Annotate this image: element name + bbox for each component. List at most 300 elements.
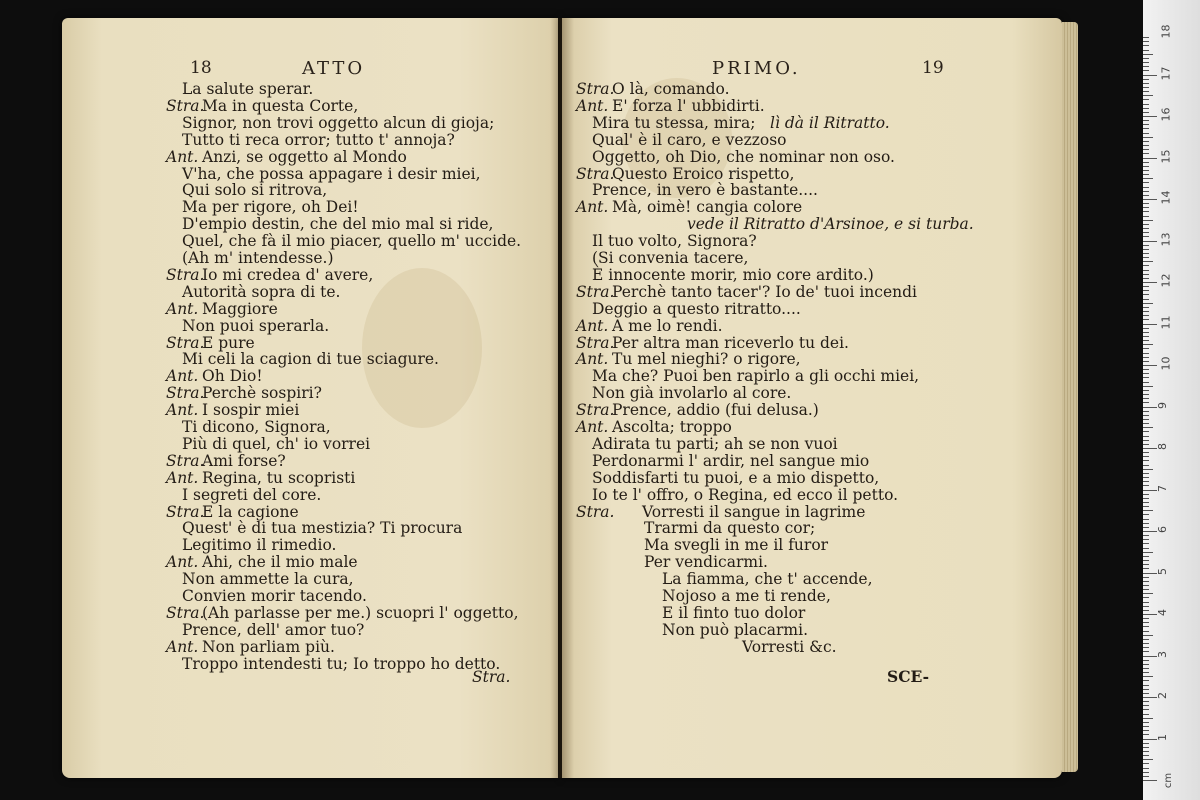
ruler-tick (1143, 191, 1149, 192)
text-line: (Si convenia tacere, (592, 249, 749, 267)
text-line: Perchè sospiri? (202, 384, 322, 403)
ruler-tick (1143, 382, 1149, 383)
text-line: Vorresti il sangue in lagrime (642, 502, 866, 521)
ruler-tick (1143, 481, 1149, 482)
ruler-tick (1143, 709, 1149, 710)
speaker-label: Stra. (166, 603, 205, 622)
ruler-tick (1143, 685, 1149, 686)
text-line: Ma che? Puoi ben rapirlo a gli occhi miei, (592, 367, 920, 386)
text-line: I segreti del core. (182, 485, 322, 504)
text-line: Adirata tu parti; ah se non vuoi (592, 434, 838, 453)
ruler-tick (1143, 597, 1149, 598)
text-line: Trarmi da questo cor; (644, 519, 816, 538)
ruler-tick (1143, 50, 1149, 51)
ruler-tick (1143, 394, 1149, 395)
text-line: Vorresti &c. (742, 637, 837, 656)
ruler-tick (1143, 548, 1149, 549)
right-page-number: 19 (922, 58, 944, 78)
text-line: Autorità sopra di te. (182, 282, 341, 301)
text-line: (Ah parlasse per me.) scuopri l' oggetto, (202, 603, 519, 622)
ruler-tick (1143, 311, 1149, 312)
ruler-tick (1143, 41, 1149, 42)
text-line: Tutto ti reca orror; tutto t' annoja? (182, 130, 455, 149)
ruler-tick (1143, 45, 1149, 46)
text-line: Prence, in vero è bastante.... (592, 181, 818, 200)
ruler-tick (1143, 668, 1149, 669)
page-edges (1062, 22, 1078, 772)
ruler-tick (1143, 303, 1153, 304)
ruler-tick (1143, 83, 1149, 84)
ruler-number: 5 (1156, 567, 1169, 575)
text-line: La fiamma, che t' accende, (662, 570, 873, 589)
ruler-number: 15 (1159, 149, 1173, 163)
speaker-label: Stra. (166, 502, 205, 521)
ruler-tick (1143, 448, 1157, 449)
ruler-number: 16 (1159, 107, 1173, 122)
ruler-tick (1143, 436, 1149, 437)
ruler-tick (1143, 718, 1153, 719)
ruler-tick (1143, 108, 1149, 109)
text-line: Non ammette la cura, (182, 570, 354, 589)
ruler-tick (1143, 128, 1149, 129)
ruler-tick (1143, 593, 1153, 594)
ruler-tick (1143, 178, 1153, 179)
speaker-label: Stra. (576, 333, 615, 352)
ruler-tick (1143, 187, 1149, 188)
ruler-unit: cm (1163, 772, 1175, 789)
text-line: Io mi credea d' avere, (202, 265, 374, 284)
ruler-tick (1143, 751, 1149, 752)
ruler-tick (1143, 353, 1149, 354)
ruler-tick (1143, 228, 1149, 229)
ruler-tick (1143, 465, 1149, 466)
ruler-tick (1143, 585, 1149, 586)
ruler-number: 10 (1159, 356, 1173, 371)
text-line: Il tuo volto, Signora? (592, 232, 757, 251)
speaker-label: Stra. (576, 282, 615, 301)
ruler-tick (1143, 743, 1149, 744)
ruler-tick (1143, 635, 1153, 636)
ruler-tick (1143, 207, 1149, 208)
text-line: E il finto tuo dolor (662, 603, 806, 622)
ruler-number: 18 (1159, 24, 1173, 39)
ruler-tick (1143, 170, 1149, 171)
text-line: È innocente morir, mio core ardito.) (592, 265, 874, 284)
ruler-tick (1143, 224, 1149, 225)
ruler-tick (1143, 124, 1149, 125)
ruler-tick (1143, 54, 1153, 55)
ruler-tick (1143, 747, 1149, 748)
ruler-tick (1143, 95, 1153, 96)
ruler-tick (1143, 452, 1149, 453)
ruler-tick (1143, 386, 1153, 387)
ruler-tick (1143, 357, 1149, 358)
ruler-tick (1143, 116, 1157, 117)
ruler-tick (1143, 265, 1149, 266)
ruler-tick (1143, 182, 1149, 183)
ruler-tick (1143, 772, 1149, 773)
ruler-tick (1143, 319, 1149, 320)
ruler-tick (1143, 506, 1149, 507)
ruler-tick (1143, 274, 1149, 275)
right-running-head: PRIMO. (712, 58, 801, 79)
text-line: Mà, oimè! cangia colore (612, 198, 803, 217)
text-line: Perdonarmi l' ardir, nel sangue mio (592, 451, 870, 470)
ruler-number: 17 (1159, 66, 1173, 80)
ruler-tick (1143, 519, 1149, 520)
ruler-tick (1143, 348, 1149, 349)
ruler-tick (1143, 58, 1149, 59)
ruler-tick (1143, 494, 1149, 495)
text-line: Maggiore (202, 299, 278, 318)
text-line: Per altra man riceverlo tu dei. (612, 333, 849, 352)
ruler-tick (1143, 431, 1149, 432)
ruler-tick (1143, 577, 1149, 578)
ruler-tick (1143, 456, 1149, 457)
speaker-label: Ant. (166, 299, 199, 318)
ruler-tick (1143, 158, 1157, 159)
ruler-tick (1143, 672, 1149, 673)
text-line: Quel, che fà il mio piacer, quello m' uccide. (182, 232, 522, 251)
ruler-tick (1143, 37, 1149, 38)
text-line: Per vendicarmi. (644, 553, 768, 572)
ruler-tick (1143, 91, 1149, 92)
ruler-number: 13 (1159, 232, 1173, 246)
speaker-label: Ant. (166, 367, 199, 386)
ruler-tick (1143, 398, 1149, 399)
speaker-label: Stra. (166, 96, 205, 115)
ruler-tick (1143, 680, 1149, 681)
text-line: Regina, tu scopristi (202, 468, 356, 487)
ruler-tick (1143, 324, 1157, 325)
ruler-tick (1143, 606, 1149, 607)
text-line: (Ah m' intendesse.) (182, 249, 334, 267)
ruler-tick (1143, 199, 1157, 200)
ruler-tick (1143, 469, 1153, 470)
text-line: Deggio a questo ritratto.... (592, 299, 801, 318)
text-line: Questo Eroico rispetto, (612, 164, 795, 183)
ruler-tick (1143, 643, 1149, 644)
ruler-tick (1143, 444, 1149, 445)
ruler-tick (1143, 245, 1149, 246)
book-gutter (550, 18, 574, 778)
ruler-tick (1143, 104, 1149, 105)
ruler-tick (1143, 689, 1149, 690)
ruler-tick (1143, 693, 1149, 694)
ruler-tick (1143, 427, 1153, 428)
text-line: Io te l' offro, o Regina, ed ecco il petto. (592, 485, 899, 504)
text-line: D'empio destin, che del mio mal si ride, (182, 215, 494, 234)
text-line: Mi celi la cagion di tue sciagure. (182, 350, 439, 369)
text-line: Non può placarmi. (662, 620, 809, 639)
text-line: Ma in questa Corte, (202, 96, 359, 115)
text-line: Oh Dio! (202, 367, 263, 386)
stage-direction: vede il Ritratto d'Arsinoe, e si turba. (687, 215, 974, 234)
text-line: Ma svegli in me il furor (644, 536, 829, 555)
ruler-tick (1143, 294, 1149, 295)
ruler-tick (1143, 340, 1149, 341)
ruler-tick (1143, 415, 1149, 416)
ruler-number: 9 (1156, 401, 1169, 409)
speaker-label: Ant. (576, 96, 609, 115)
ruler-tick (1143, 714, 1149, 715)
ruler-tick (1143, 278, 1149, 279)
ruler-tick (1143, 726, 1149, 727)
ruler-tick (1143, 581, 1149, 582)
ruler-tick (1143, 402, 1149, 403)
ruler-tick (1143, 162, 1149, 163)
text-line: Non puoi sperarla. (182, 316, 330, 335)
ruler-tick (1143, 556, 1149, 557)
ruler-number: 12 (1159, 273, 1173, 288)
ruler-tick (1143, 705, 1149, 706)
text-line: Non già involarlo al core. (592, 384, 792, 403)
ruler-tick (1143, 473, 1149, 474)
ruler-tick (1143, 485, 1149, 486)
ruler-tick (1143, 647, 1149, 648)
ruler-tick (1143, 527, 1149, 528)
left-page (62, 18, 558, 778)
ruler-tick (1143, 203, 1149, 204)
ruler-tick (1143, 220, 1153, 221)
speaker-label: Ant. (166, 553, 199, 572)
ruler-tick (1143, 153, 1149, 154)
ruler-tick (1143, 631, 1149, 632)
speaker-label: Ant. (166, 468, 199, 487)
ruler-number: 7 (1156, 484, 1169, 492)
speaker-label: Stra. (166, 265, 205, 284)
ruler-number: 14 (1159, 190, 1173, 205)
ruler-tick (1143, 639, 1149, 640)
ruler-tick (1143, 99, 1149, 100)
text-line: Qui solo si ritrova, (182, 181, 328, 200)
ruler-tick (1143, 236, 1149, 237)
speaker-label: Ant. (166, 637, 199, 656)
text-line: Ami forse? (202, 451, 286, 470)
text-line: Prence, addio (fui delusa.) (612, 401, 819, 420)
ruler-tick (1143, 734, 1149, 735)
speaker-label: Ant. (576, 418, 609, 436)
ruler-tick (1143, 249, 1149, 250)
ruler-tick (1143, 419, 1149, 420)
ruler-tick (1143, 373, 1149, 374)
text-line: O là, comando. (612, 80, 730, 98)
ruler-tick (1143, 407, 1157, 408)
ruler-tick (1143, 602, 1149, 603)
ruler-tick (1143, 656, 1157, 657)
text-line: E' forza l' ubbidirti. (612, 96, 765, 115)
text-line: Ma per rigore, oh Dei! (182, 198, 359, 217)
text-line: La salute sperar. (182, 80, 314, 98)
text-line: Prence, dell' amor tuo? (182, 620, 365, 639)
ruler-tick (1143, 365, 1157, 366)
text-line: Legitimo il rimedio. (182, 536, 337, 555)
ruler-tick (1143, 664, 1149, 665)
ruler-tick (1143, 510, 1153, 511)
speaker-label: Stra. (166, 451, 205, 470)
speaker-label: Ant. (576, 198, 609, 217)
text-line: Non parliam più. (202, 637, 335, 656)
text-line: V'ha, che possa appagare i desir miei, (182, 164, 481, 183)
ruler-tick (1143, 290, 1149, 291)
open-book (62, 18, 1082, 778)
ruler-tick (1143, 211, 1149, 212)
ruler-tick (1143, 120, 1149, 121)
left-catchword: Stra. (472, 668, 511, 686)
ruler-tick (1143, 568, 1149, 569)
speaker-label: Stra. (576, 80, 615, 98)
ruler-tick (1143, 622, 1149, 623)
ruler-tick (1143, 610, 1149, 611)
ruler-tick (1143, 543, 1149, 544)
text-line: Ahi, che il mio male (202, 553, 358, 572)
ruler-tick (1143, 626, 1149, 627)
ruler-tick (1143, 253, 1149, 254)
text-line: Più di quel, ch' io vorrei (182, 434, 371, 453)
text-line: Anzi, se oggetto al Mondo (202, 147, 407, 166)
ruler-tick (1143, 241, 1157, 242)
text-line: I sospir miei (202, 401, 300, 420)
ruler-tick (1143, 66, 1149, 67)
ruler-tick (1143, 701, 1149, 702)
ruler-tick (1143, 490, 1157, 491)
text-line: Ascolta; troppo (612, 418, 732, 436)
speaker-label: Ant. (166, 401, 199, 420)
ruler-tick (1143, 539, 1149, 540)
ruler-tick (1143, 477, 1149, 478)
ruler-tick (1143, 564, 1149, 565)
ruler-tick (1143, 739, 1157, 740)
ruler-tick (1143, 315, 1149, 316)
speaker-label: Ant. (576, 316, 609, 335)
ruler-tick (1143, 216, 1149, 217)
ruler-tick (1143, 336, 1149, 337)
text-line: Qual' è il caro, e vezzoso (592, 130, 787, 149)
speaker-label: Ant. (166, 147, 199, 166)
ruler-tick (1143, 514, 1149, 515)
speaker-label: Stra. (166, 333, 205, 352)
left-running-head: ATTO (302, 58, 366, 79)
ruler-tick (1143, 133, 1149, 134)
ruler-tick (1143, 552, 1153, 553)
ruler-tick (1143, 112, 1149, 113)
ruler-tick (1143, 377, 1149, 378)
ruler-tick (1143, 411, 1149, 412)
ruler-tick (1143, 332, 1149, 333)
ruler-number: 8 (1156, 443, 1169, 450)
ruler-tick (1143, 62, 1149, 63)
speaker-label: Stra. (166, 384, 205, 403)
ruler-tick (1143, 759, 1153, 760)
text-line: Mira tu stessa, mira; (592, 113, 756, 132)
right-page (562, 18, 1062, 778)
ruler-tick (1143, 282, 1157, 283)
text-line: Tu mel nieghi? o rigore, (612, 350, 801, 369)
text-line: Nojoso a me ti rende, (662, 587, 831, 605)
text-line: Quest' è di tua mestizia? Ti procura (182, 519, 463, 538)
ruler-tick (1143, 560, 1149, 561)
ruler-tick (1143, 344, 1153, 345)
ruler-tick (1143, 232, 1149, 233)
stage-direction: lì dà il Ritratto. (770, 113, 890, 132)
ruler-tick (1143, 618, 1149, 619)
ruler-number: 2 (1156, 692, 1169, 699)
ruler-tick (1143, 523, 1149, 524)
ruler-tick (1143, 174, 1149, 175)
ruler-tick (1143, 531, 1157, 532)
ruler-tick (1143, 369, 1149, 370)
ruler-tick (1143, 79, 1149, 80)
ruler-tick (1143, 286, 1149, 287)
ruler-number: 6 (1156, 526, 1169, 533)
text-line: Soddisfarti tu puoi, e a mio dispetto, (592, 468, 880, 487)
ruler-tick (1143, 676, 1153, 677)
ruler-tick (1143, 722, 1149, 723)
ruler-tick (1143, 776, 1149, 777)
ruler-tick (1143, 498, 1149, 499)
ruler-tick (1143, 149, 1149, 150)
paper-stain (362, 268, 482, 428)
text-line: Ti dicono, Signora, (182, 418, 331, 436)
ruler-tick (1143, 440, 1149, 441)
ruler-tick (1143, 145, 1149, 146)
ruler-number: 11 (1159, 315, 1173, 329)
ruler-tick (1143, 328, 1149, 329)
right-catchword: SCE- (887, 667, 930, 686)
speaker-label: Stra. (576, 164, 615, 183)
text-line: Signor, non trovi oggetto alcun di gioja; (182, 113, 495, 132)
ruler-tick (1143, 299, 1149, 300)
ruler-tick (1143, 651, 1149, 652)
ruler-number: 4 (1156, 609, 1169, 616)
ruler-tick (1143, 270, 1149, 271)
ruler-tick (1143, 361, 1149, 362)
ruler-tick (1143, 502, 1149, 503)
ruler-tick (1143, 535, 1149, 536)
text-line: Oggetto, oh Dio, che nominar non oso. (592, 147, 895, 166)
text-line: Convien morir tacendo. (182, 587, 367, 605)
ruler-tick (1143, 87, 1149, 88)
ruler-tick (1143, 460, 1149, 461)
left-page-number: 18 (190, 58, 212, 78)
ruler-tick (1143, 195, 1149, 196)
ruler-tick (1143, 660, 1149, 661)
ruler-tick (1143, 614, 1157, 615)
ruler-tick (1143, 75, 1157, 76)
text-line: Perchè tanto tacer'? Io de' tuoi incendi (612, 282, 917, 301)
ruler-tick (1143, 70, 1149, 71)
ruler-tick (1143, 390, 1149, 391)
ruler-tick (1143, 257, 1149, 258)
ruler-tick (1143, 166, 1149, 167)
speaker-label: Ant. (576, 350, 609, 369)
speaker-label: Stra. (576, 502, 615, 521)
ruler-number: 3 (1156, 650, 1169, 658)
ruler-tick (1143, 137, 1153, 138)
ruler-tick (1143, 261, 1153, 262)
text-line: Troppo intendesti tu; Io troppo ho detto. (182, 654, 501, 673)
ruler-number: 1 (1156, 733, 1169, 741)
ruler-tick (1143, 589, 1149, 590)
text-line: A me lo rendi. (612, 316, 723, 335)
measurement-ruler (1143, 0, 1200, 800)
ruler-tick (1143, 755, 1149, 756)
ruler-tick (1143, 697, 1157, 698)
text-line: E pure (202, 333, 255, 352)
ruler-tick (1143, 763, 1149, 764)
ruler-tick (1143, 730, 1149, 731)
ruler-tick (1143, 780, 1157, 781)
